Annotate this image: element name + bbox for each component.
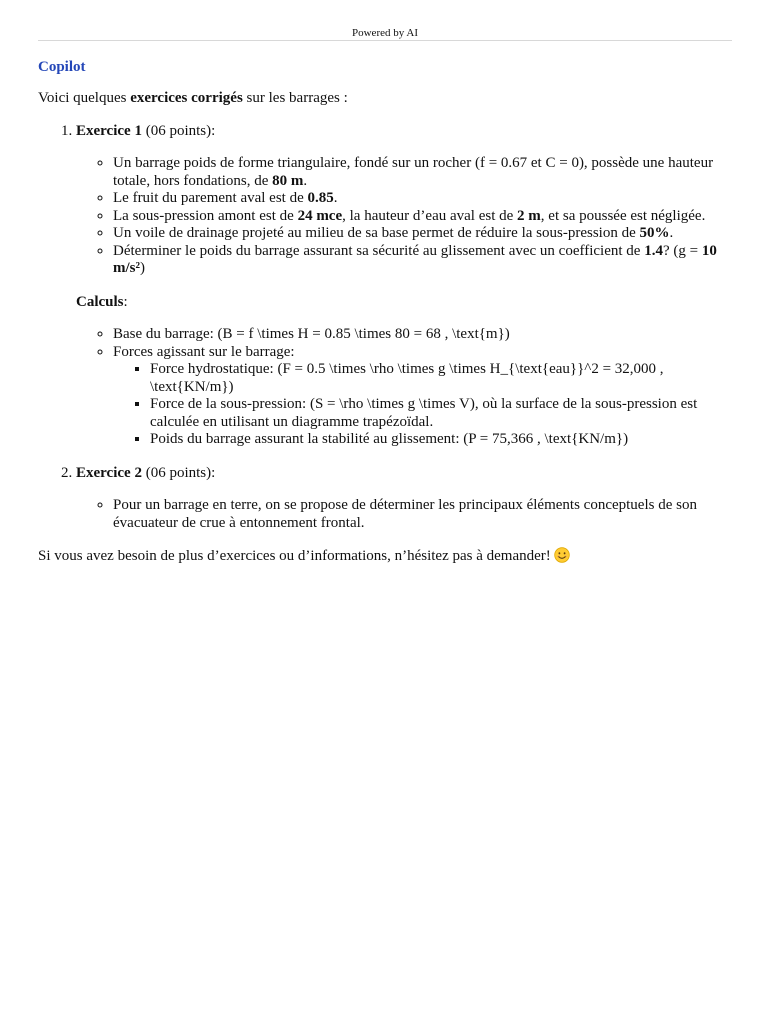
- item-bold: 10 m/s²: [113, 242, 717, 276]
- item-text: .: [669, 225, 674, 241]
- list-item: ◦ Pour un barrage en terre, on se propose de déterminer les principaux éléments conceptuels de son évacuateur de crue à entonnement frontal.: [113, 497, 732, 532]
- header: [38, 0, 732, 41]
- exercise-1-statement-list: [76, 155, 732, 278]
- intro-paragraph: [38, 90, 732, 108]
- exercise-2-statement-list: [76, 497, 732, 532]
- list-item: ▪ Poids du barrage assurant la stabilité au glissement: (P = 75,366 , \text{KN/m}): [150, 431, 732, 449]
- list-item: [113, 344, 732, 449]
- item-text: , et sa poussée est négligée.: [540, 207, 706, 224]
- calculs-list: [76, 326, 732, 449]
- exercise-1-title: Exercice 1: [76, 122, 142, 139]
- item-bold: 1.4: [644, 242, 663, 259]
- item-bold: 24 mce: [297, 207, 343, 224]
- intro-bold: exercices corrigés: [130, 90, 243, 106]
- item-text: .: [333, 190, 338, 206]
- item-bold: 0.85: [307, 190, 334, 206]
- exercise-2-title: Exercice 2: [76, 464, 142, 481]
- item-text: Le fruit du parement aval est de: [113, 190, 308, 206]
- forces-list: [113, 361, 732, 449]
- document-page: [38, 0, 732, 566]
- list-item: [113, 208, 732, 226]
- item-text: .: [303, 172, 308, 189]
- list-item: [113, 225, 732, 243]
- item-bold: 2 m: [517, 207, 541, 224]
- powered-by-label: Powered by AI: [352, 27, 418, 39]
- item-text: , la hauteur d’eau aval est de: [342, 207, 518, 224]
- item-bold: 80 m: [272, 172, 304, 189]
- calculs-heading: [76, 294, 732, 312]
- exercise-list: [38, 123, 732, 533]
- source-label: Copilot: [38, 59, 86, 75]
- list-item: [113, 155, 732, 190]
- list-item: ▪ Force de la sous-pression: (S = \rho \times g \times V), où la surface de la sous-pression est calculée en utilisant un diagramme trapézoïdal.: [150, 396, 732, 431]
- list-item: [113, 243, 732, 278]
- calculs-label: Calculs: [76, 293, 124, 310]
- item-text: ): [140, 260, 145, 276]
- exercise-1-points: (06 points):: [141, 122, 216, 139]
- exercise-1: [76, 123, 732, 449]
- item-bold: 50%: [639, 225, 670, 241]
- list-item: ◦ Base du barrage: (B = f \times H = 0.85 \times 80 = 68 , \text{m}): [113, 326, 732, 344]
- smiling-face-icon: [554, 547, 570, 563]
- calculs-colon: :: [123, 293, 128, 310]
- intro-post: sur les barrages :: [242, 90, 348, 106]
- item-text: Forces agissant sur le barrage:: [113, 343, 295, 360]
- exercise-2-points: (06 points):: [141, 464, 216, 481]
- exercise-2: [76, 465, 732, 533]
- item-text: Déterminer le poids du barrage assurant sa sécurité au glissement avec un coefficient de: [113, 242, 645, 259]
- item-text: La sous-pression amont est de: [113, 207, 298, 224]
- intro-pre: Voici quelques: [38, 90, 131, 106]
- item-text: Un voile de drainage projeté au milieu de sa base permet de réduire la sous-pression de: [113, 225, 640, 241]
- list-item: ▪ Force hydrostatique: (F = 0.5 \times \rho \times g \times H_{\text{eau}}^2 = 32,000 , \text{KN/m}): [150, 361, 732, 396]
- list-item: [113, 190, 732, 208]
- closing-text: Si vous avez besoin de plus d’exercices ou d’informations, n’hésitez pas à demander!: [38, 548, 551, 564]
- closing-paragraph: [38, 547, 732, 566]
- item-text: ? (g =: [662, 242, 702, 259]
- item-text: Un barrage poids de forme triangulaire, fondé sur un rocher (f = 0.67 et C = 0), possède une hauteur totale, hors fondations, de: [113, 155, 714, 189]
